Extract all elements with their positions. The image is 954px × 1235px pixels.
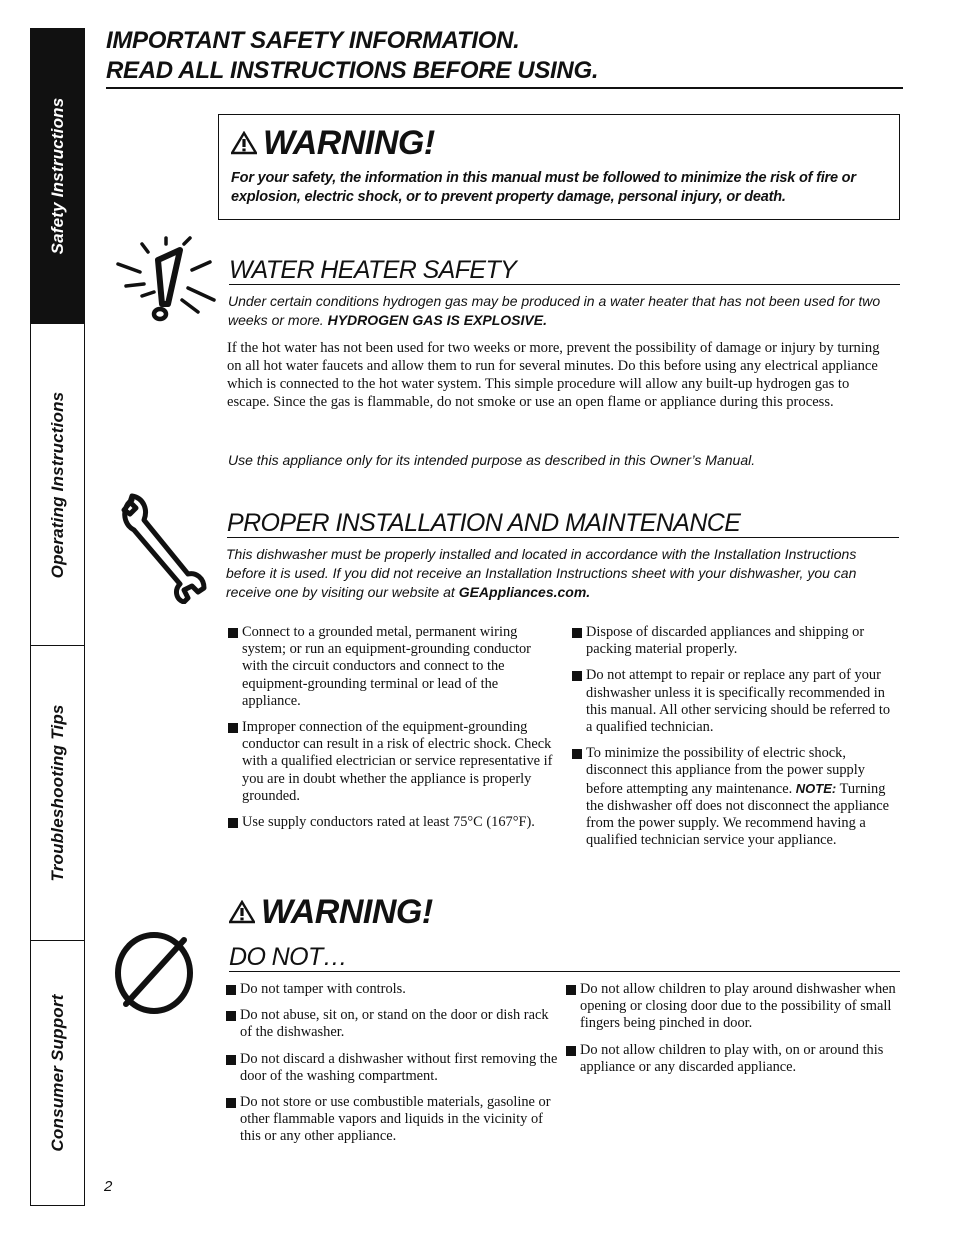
tab-label: Safety Instructions [47,97,67,255]
list-item-text: Do not tamper with controls. [240,981,406,997]
installation-intro [226,545,894,602]
water-heater-rule [229,284,900,285]
installation-right-column [572,624,892,858]
water-heater-title: WATER HEATER SAFETY [229,256,517,284]
website-link: GEAppliances.com. [458,584,591,600]
list-item-text: Use supply conductors rated at least 75°C (167°F). [242,814,535,831]
list-item [566,1042,900,1076]
tab-label: Consumer Support [47,994,67,1152]
tab-label: Operating Instructions [47,391,67,578]
warning-triangle-icon [231,131,257,155]
page-header [106,26,903,86]
tab-troubleshooting-tips[interactable] [31,646,84,941]
tab-operating-instructions[interactable] [31,324,84,646]
tab-safety-instructions[interactable] [31,29,84,324]
list-item [228,719,554,805]
page-number: 2 [104,1178,113,1195]
list-item [572,624,892,658]
list-item [226,981,558,998]
side-tabs [30,28,85,1206]
installation-rule [227,537,899,538]
do-not-rule [229,971,900,972]
list-item [566,981,900,1033]
do-not-title: DO NOT… [229,943,348,971]
list-item [572,667,892,736]
list-item [228,624,554,710]
warning-triangle-icon [229,900,255,924]
tab-consumer-support[interactable] [31,941,84,1205]
water-heater-body: If the hot water has not been used for two weeks or more, prevent the possibility of damage or injury by turning on all hot water faucets and allow them to run for several minutes. Do this before using any electrical appliance which is connected to the hot water system. This simple procedure will allow any built-up hydrogen gas to escape. Since the gas is flammable, do not smoke or use an open flame or appliance during this process. [227,340,880,410]
list-item-text: Do not abuse, sit on, or stand on the door or dish rack of the dishwasher. [240,1007,549,1041]
list-item [228,814,554,831]
do-not-left-column [226,981,558,1155]
header-rule [106,87,903,89]
list-item-text: Do not store or use combustible materials, gasoline or other flammable vapors and liquids in the vicinity of this or any other appliance. [240,1094,551,1145]
list-item-text: Do not discard a dishwasher without first removing the door of the washing compartment. [240,1050,558,1084]
warning-text: For your safety, the information in this manual must be followed to minimize the risk of fire or explosion, electric shock, or to prevent property damage, personal injury, or death. [231,170,856,205]
header-line-1: IMPORTANT SAFETY INFORMATION. [106,27,520,54]
intended-use-text: Use this appliance only for its intended purpose as described in this Owner’s Manual. [228,452,756,468]
water-heater-intro [228,292,888,330]
installation-title: PROPER INSTALLATION AND MAINTENANCE [227,509,741,537]
list-item-text: Do not allow children to play around dishwasher when opening or closing door due to the possibility of small fingers being pinched in door. [580,981,896,1032]
do-not-warning-text: WARNING! [261,893,433,931]
exclamation-icon [114,234,218,326]
list-item [226,1007,558,1041]
list-item-text: Dispose of discarded appliances and shipping or packing material properly. [586,624,865,658]
do-not-right-column [566,981,900,1085]
list-item-text: To minimize the possibility of electric shock, disconnect this appliance from the power supply before attempting any maintenance. [586,745,865,797]
note-text: Turning the dishwasher off does not disconnect the appliance from the power supply. We recommend having a qualified technician service your appliance. [586,780,890,849]
wrench-icon [118,492,210,604]
list-item-text: Connect to a grounded metal, permanent wiring system; or run an equipment-grounding conductor with the circuit conductors and connect to the equipment-grounding terminal or lead of the appliance. [242,624,531,709]
note-label: NOTE: [795,780,837,796]
tab-label: Troubleshooting Tips [47,704,67,882]
prohibited-icon [112,930,196,1016]
list-item-text: Do not attempt to repair or replace any part of your dishwasher unless it is specifically recommended in this manual. All other servicing should be referred to a qualified technician. [586,667,891,736]
warning-title-text: WARNING! [263,124,435,162]
list-item-text: Do not allow children to play with, on or around this appliance or any discarded appliance. [580,1041,884,1075]
do-not-warning-title [229,892,433,932]
warning-box [218,114,900,220]
list-item [226,1051,558,1085]
list-item [572,745,892,849]
water-heater-intro-bold: HYDROGEN GAS IS EXPLOSIVE. [327,312,547,328]
header-line-2: READ ALL INSTRUCTIONS BEFORE USING. [106,57,599,84]
list-item-text: Improper connection of the equipment-grounding conductor can result in a risk of electric shock. Check with a qualified electrician or service representative if you are in doubt whether the appliance is properly grounded. [242,719,553,804]
water-heater-intro-text: Under certain conditions hydrogen gas may be produced in a water heater that has not been used for two weeks or more. [228,293,881,328]
installation-intro-text: This dishwasher must be properly installed and located in accordance with the Installation Instructions before it is used. If you did not receive an Installation Instructions sheet with your dishwasher, you can receive one by visiting our website at [226,546,857,600]
list-item [226,1094,558,1146]
warning-title [231,123,887,163]
installation-left-column [228,624,554,840]
